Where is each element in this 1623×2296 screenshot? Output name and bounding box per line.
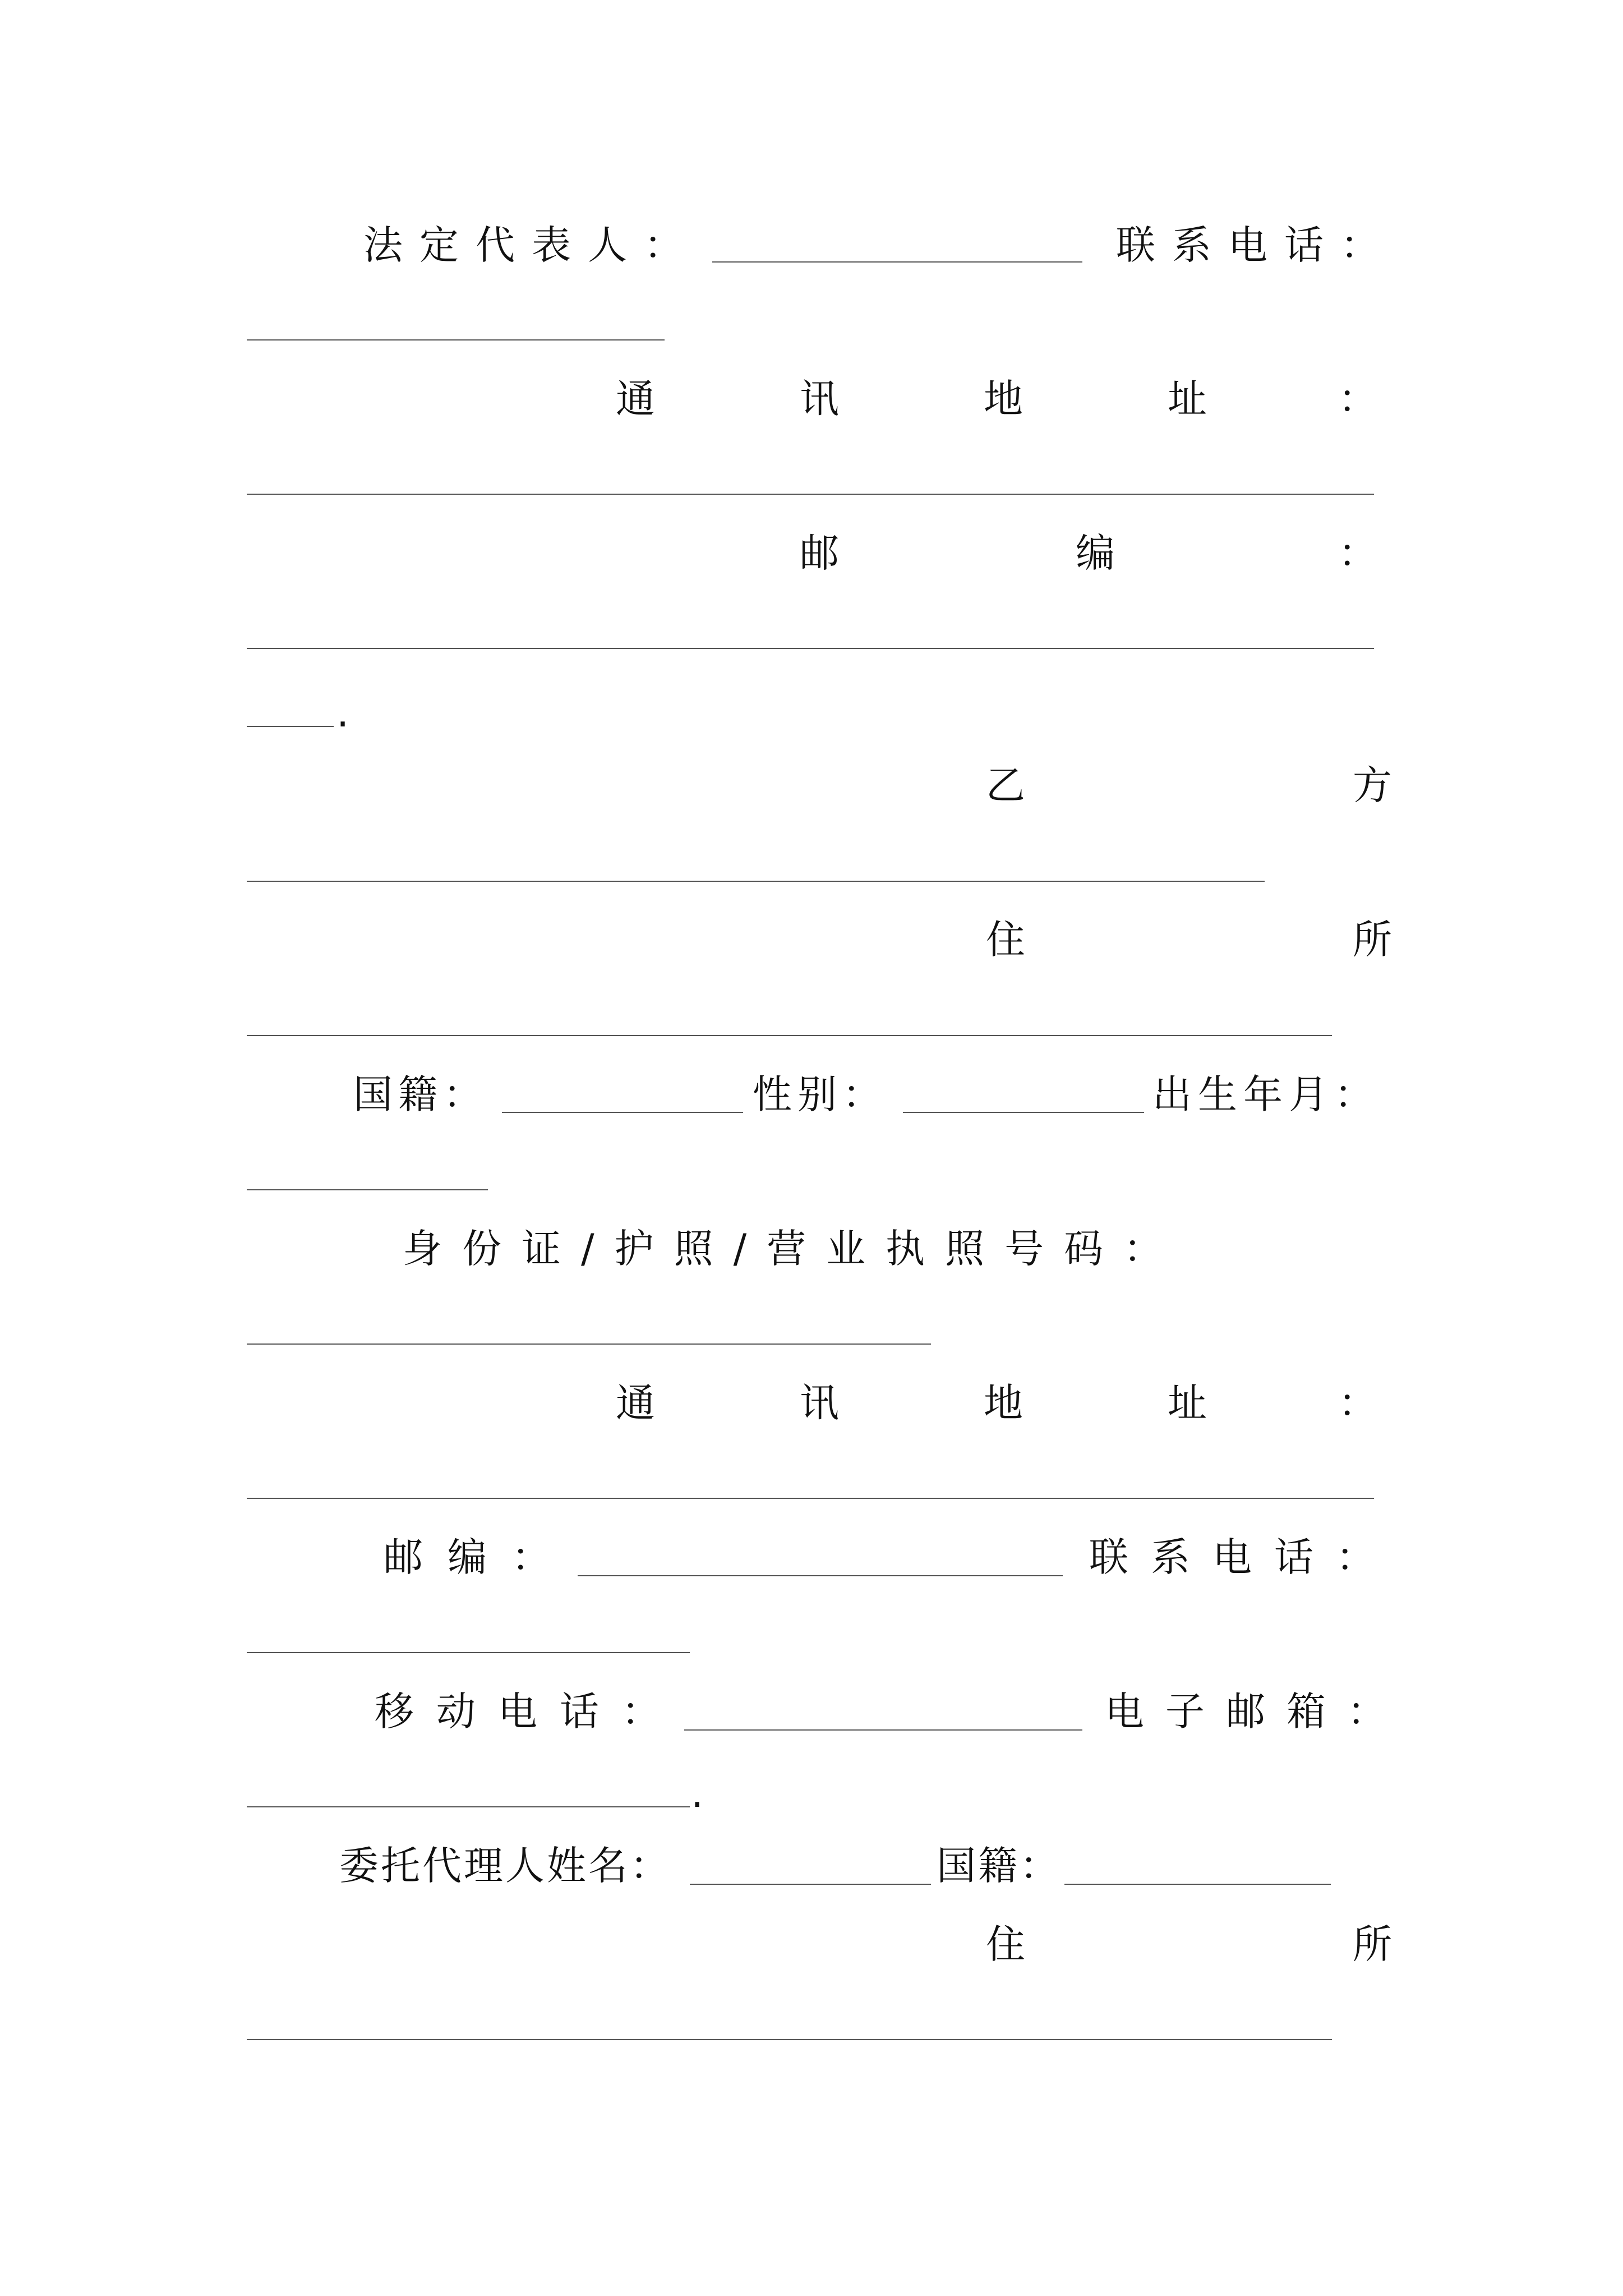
agent-nationality-label: 国籍： bbox=[937, 1843, 1061, 1889]
address2-char-1: 通 bbox=[616, 1380, 655, 1426]
residence-field[interactable] bbox=[247, 1035, 1332, 1036]
residence-char-1: 住 bbox=[986, 917, 1025, 963]
party-b-char-2: 方 bbox=[1353, 762, 1392, 808]
legal-representative-label: 法定代表人： bbox=[363, 222, 700, 268]
contact-phone2-label: 联系电话： bbox=[1089, 1534, 1398, 1580]
zip2-field[interactable] bbox=[578, 1575, 1063, 1576]
sex-label: 性别： bbox=[753, 1071, 887, 1117]
address2-char-3: 地 bbox=[984, 1380, 1023, 1426]
address2-field[interactable] bbox=[247, 1498, 1374, 1499]
residence2-char-2: 所 bbox=[1353, 1921, 1392, 1967]
agent-name-label: 委托代理人姓名： bbox=[339, 1843, 671, 1889]
mobile-phone-field[interactable] bbox=[684, 1729, 1082, 1731]
address-char-1: 通 bbox=[616, 376, 655, 422]
residence2-char-1: 住 bbox=[986, 1921, 1025, 1967]
birth-date-field[interactable] bbox=[247, 1189, 488, 1190]
address-char-3: 地 bbox=[984, 376, 1023, 422]
party-b-char-1: 乙 bbox=[986, 762, 1025, 808]
residence-char-2: 所 bbox=[1353, 917, 1392, 963]
zip-field[interactable] bbox=[247, 648, 1374, 649]
email-label: 电子邮箱： bbox=[1105, 1688, 1408, 1734]
zip2-label: 邮编： bbox=[384, 1534, 575, 1580]
address-char-2: 讯 bbox=[800, 376, 839, 422]
address2-char-2: 讯 bbox=[800, 1380, 839, 1426]
nationality-field[interactable] bbox=[502, 1112, 743, 1113]
party-b-field[interactable] bbox=[247, 881, 1265, 882]
address2-char-4: 址 bbox=[1168, 1380, 1207, 1426]
contact-phone2-field[interactable] bbox=[247, 1652, 690, 1653]
contact-phone-field[interactable] bbox=[247, 339, 665, 341]
address-colon: ： bbox=[1338, 376, 1377, 422]
period-2: . bbox=[691, 1770, 704, 1816]
nationality-label: 国籍： bbox=[353, 1071, 488, 1117]
period: . bbox=[336, 690, 349, 736]
zip-colon: ： bbox=[1338, 530, 1377, 576]
agent-nationality-field[interactable] bbox=[1064, 1884, 1331, 1885]
zip-char-2: 编 bbox=[1076, 530, 1115, 576]
email-field[interactable] bbox=[247, 1806, 690, 1807]
id-number-field[interactable] bbox=[247, 1343, 931, 1345]
mobile-phone-label: 移动电话： bbox=[375, 1688, 683, 1734]
residence2-field[interactable] bbox=[247, 2039, 1332, 2040]
legal-representative-field[interactable] bbox=[712, 261, 1082, 263]
address2-colon: ： bbox=[1338, 1380, 1377, 1426]
contact-phone-label: 联系电话： bbox=[1116, 222, 1396, 268]
zip-field-continuation[interactable] bbox=[247, 726, 334, 727]
zip-char-1: 邮 bbox=[800, 530, 839, 576]
birth-date-label: 出生年月： bbox=[1152, 1071, 1380, 1117]
address-field[interactable] bbox=[247, 494, 1374, 495]
sex-field[interactable] bbox=[903, 1112, 1144, 1113]
id-number-label: 身份证/护照/营业执照号码： bbox=[403, 1226, 1183, 1272]
address-char-4: 址 bbox=[1168, 376, 1207, 422]
agent-name-field[interactable] bbox=[690, 1884, 931, 1885]
